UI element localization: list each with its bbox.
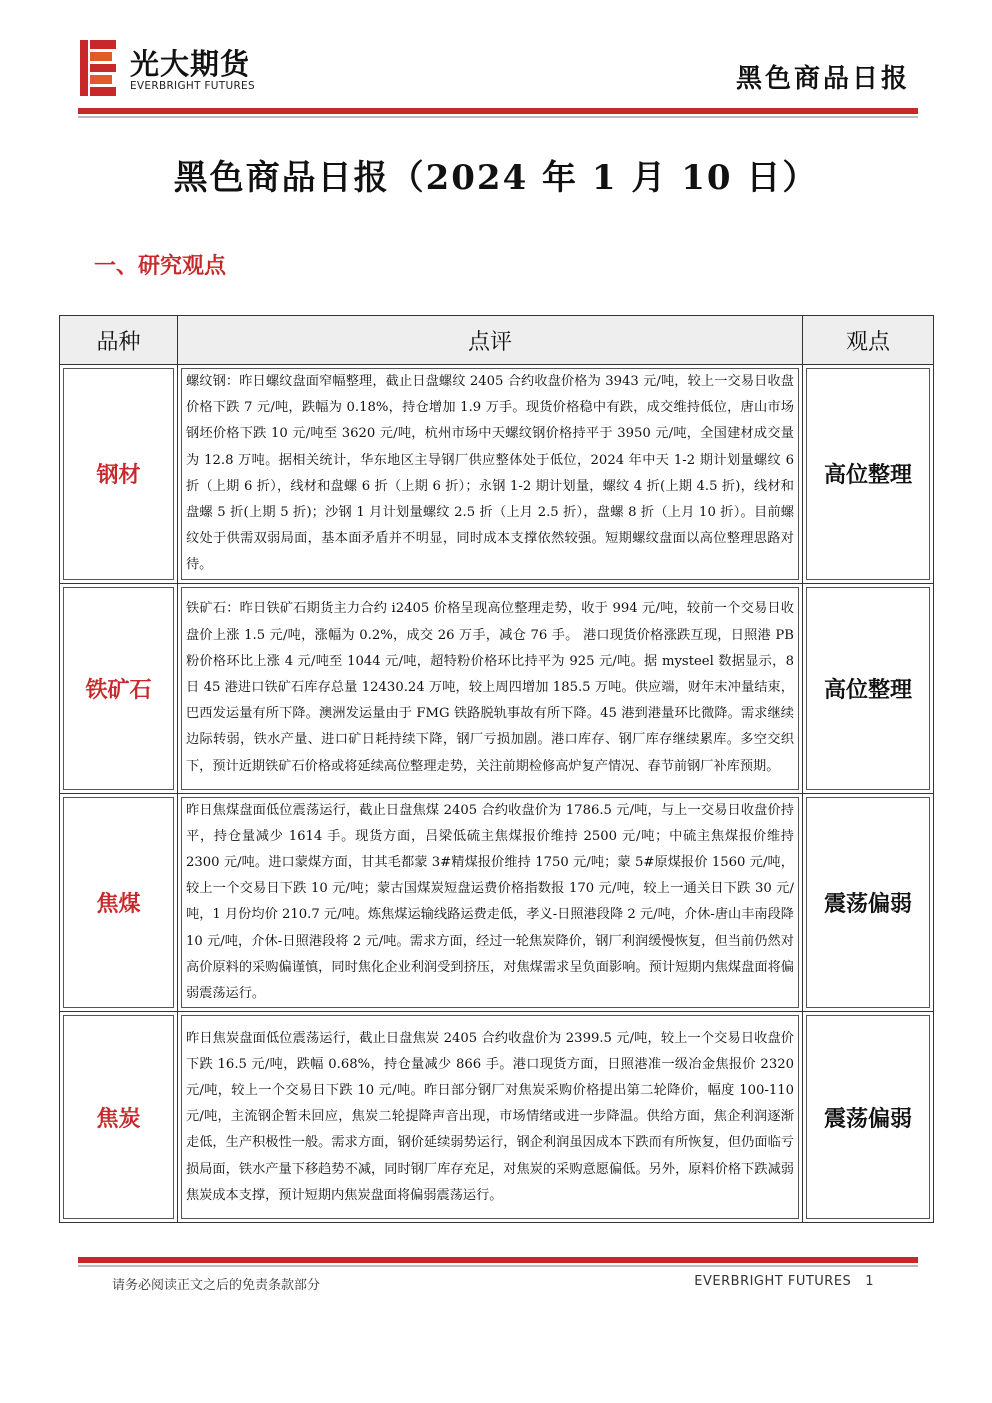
footer-disclaimer: 请务必阅读正文之后的免责条款部分: [112, 1278, 321, 1293]
comment-cell: 铁矿石：昨日铁矿石期货主力合约 i2405 价格呈现高位整理走势，收于 994 元/吨，较前一个交易日收盘价上涨 1.5 元/吨，涨幅为 0.2%，成交 26 万手，减仓 76 手。 港口现货价格涨跌互现，日照港 PB 粉价格环比上涨 4 元/吨至 1044 元/吨，超特粉价格环比持平为 925 元/吨。据 mysteel 数据显示，8 日 45 港进口铁矿石库存总量 12430.24 万吨，较上周四增加 185.5 万吨。供应端，财年末冲量结束，巴西发运量有所下降。澳洲发运量由于 FMG 铁路脱轨事故有所下降。45 港到港量环比微降。需求继续边际转弱，铁水产量、进口矿日耗持续下降，钢厂亏损加剧。港口库存、钢厂库存继续累库。多空交织下，预计近期铁矿石价格或将延续高位整理走势，关注前期检修高炉复产情况、春节前钢厂补库预期。: [178, 583, 803, 793]
table-header-row: [60, 316, 934, 365]
comment-cell: 螺纹钢：昨日螺纹盘面窄幅整理，截止日盘螺纹 2405 合约收盘价格为 3943 元/吨，较上一交易日收盘价格下跌 7 元/吨，跌幅为 0.18%，持仓增加 1.9 万手。现货价格稳中有跌，成交维持低位，唐山市场钢坯价格下跌 10 元/吨至 3620 元/吨，杭州市场中天螺纹钢价格持平于 3950 元/吨，全国建材成交量为 12.8 万吨。据相关统计，华东地区主导钢厂供应整体处于低位，2024 年中天 1-2 期计划量螺纹 6 折（上期 6 折），线材和盘螺 6 折（上期 6 折）；永钢 1-2 期计划量，螺纹 4 折(上期 4.5 折)，线材和盘螺 5 折(上期 5 折)；沙钢 1 月计划量螺纹 2.5 折（上月 2.5 折），盘螺 8 折（上月 10 折）。目前螺纹处于供需双弱局面，基本面矛盾并不明显，同时成本支撑依然较强。短期螺纹盘面以高位整理思路对待。: [178, 365, 803, 584]
footer-divider-red: [78, 1257, 918, 1263]
header-comment: 点评: [178, 316, 803, 365]
comment-cell: 昨日焦炭盘面低位震荡运行，截止日盘焦炭 2405 合约收盘价为 2399.5 元/吨，较上一个交易日收盘价下跌 16.5 元/吨，跌幅 0.68%，持仓量减少 866 手。港口现货方面，日照港准一级冶金焦报价 2320 元/吨，较上一个交易日下跌 10 元/吨。昨日部分钢厂对焦炭采购价格提出第二轮降价，幅度 100-110 元/吨，主流钢企暂未回应，焦炭二轮提降声音出现，市场情绪或进一步降温。供给方面，焦企利润逐渐走低，生产积极性一般。需求方面，钢价延续弱势运行，钢企利润虽因成本下跌而有所恢复，但仍面临亏损局面，铁水产量下移趋势不减，同时钢厂库存充足，对焦炭的采购意愿偏低。另外，原料价格下跌减弱焦炭成本支撑，预计短期内焦炭盘面将偏弱震荡运行。: [178, 1012, 803, 1223]
view-cell: 震荡偏弱: [803, 1012, 934, 1223]
logo-english-name: EVERBRIGHT FUTURES: [130, 80, 255, 92]
table-row: [60, 1012, 934, 1223]
footer-company: EVERBRIGHT FUTURES: [694, 1274, 852, 1289]
logo-chinese-name: 光大期货: [130, 47, 251, 81]
table-row: [60, 365, 934, 584]
report-name: 黑色商品日报: [735, 64, 910, 94]
header-view: 观点: [803, 316, 934, 365]
document-title: 黑色商品日报（2024 年 1 月 10 日）: [173, 158, 819, 198]
view-cell: 震荡偏弱: [803, 793, 934, 1012]
table-row: [60, 793, 934, 1012]
view-cell: 高位整理: [803, 583, 934, 793]
section-heading: 一、研究观点: [94, 253, 227, 279]
everbright-logo-icon: [80, 40, 120, 96]
variety-cell: 焦煤: [60, 793, 178, 1012]
page-number: 1: [865, 1274, 874, 1289]
header-divider-gray: [78, 116, 918, 118]
view-cell: 高位整理: [803, 365, 934, 584]
footer-divider-gray: [78, 1265, 918, 1267]
comment-cell: 昨日焦煤盘面低位震荡运行，截止日盘焦煤 2405 合约收盘价为 1786.5 元/吨，与上一交易日收盘价持平，持仓量减少 1614 手。现货方面，吕梁低硫主焦煤报价维持 2500 元/吨；中硫主焦煤报价维持 2300 元/吨。进口蒙煤方面，甘其毛都蒙 3#精煤报价维持 1750 元/吨；蒙 5#原煤报价 1560 元/吨，较上一个交易日下跌 10 元/吨；蒙古国煤炭短盘运费价格指数报 170 元/吨，较上一通关日下跌 30 元/吨，1 月份均价 210.7 元/吨。炼焦煤运输线路运费走低，孝义-日照港段降 2 元/吨，介休-唐山丰南段降 10 元/吨，介休-日照港段将 2 元/吨。需求方面，经过一轮焦炭降价，钢厂利润缓慢恢复，但当前仍然对高价原料的采购偏谨慎，同时焦化企业利润受到挤压，对焦煤需求呈负面影响。预计短期内焦煤盘面将偏弱震荡运行。: [178, 793, 803, 1012]
header-divider-red: [78, 108, 918, 114]
company-logo: [80, 40, 290, 102]
research-views-table: [59, 315, 934, 1223]
table-row: [60, 583, 934, 793]
variety-cell: 焦炭: [60, 1012, 178, 1223]
variety-cell: 铁矿石: [60, 583, 178, 793]
variety-cell: 钢材: [60, 365, 178, 584]
header-variety: 品种: [60, 316, 178, 365]
footer-company-page: [694, 1274, 874, 1289]
page-header: [0, 0, 992, 125]
